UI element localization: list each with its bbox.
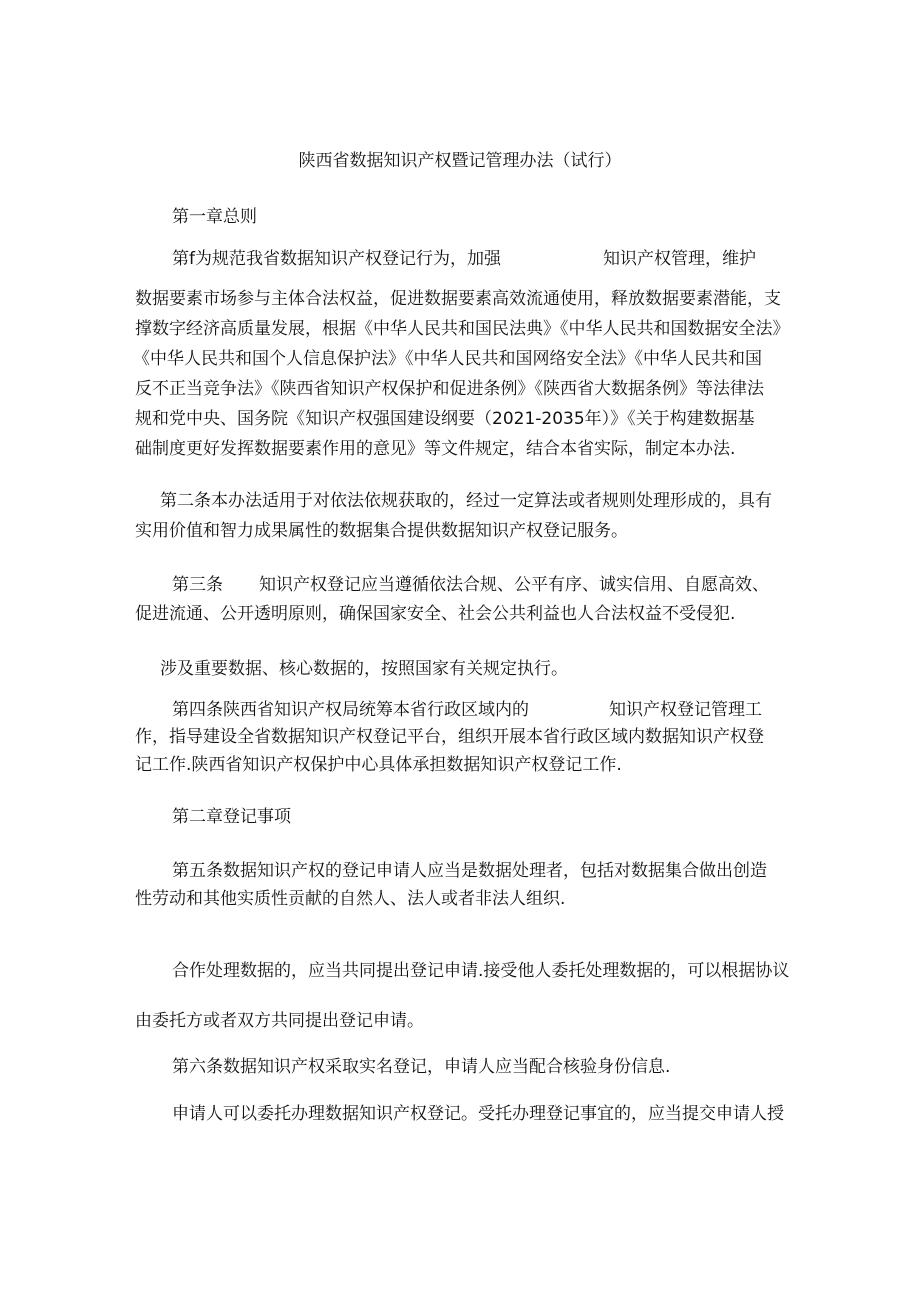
article-2-line-2: 实用价值和智力成果属性的数据集合提供数据知识产权登记服务。 [135, 521, 628, 541]
article-3-line-2: 促进流通、公开透明原则，确保国家安全、社会公共利益也人合法权益不受侵犯. [135, 604, 736, 624]
article-1-line-2: 数据要素市场参与主体合法权益，促进数据要素高效流通使用，释放数据要素潜能，支 [135, 289, 781, 309]
article-1-line-3: 撑数字经济高质量发展，根据《中华人民共和国民法典》《中华人民共和国数据安全法》 [135, 319, 790, 339]
article-5-paragraph-2-line-1: 合作处理数据的，应当共同提出登记申请.接受他人委托处理数据的，可以根据协议 [172, 961, 790, 981]
article-6-line-1: 第六条数据知识产权采取实名登记，申请人应当配合核验身份信息. [172, 1057, 671, 1077]
article-5-line-1: 第五条数据知识产权的登记申请人应当是数据处理者，包括对数据集合做出创造 [172, 861, 767, 881]
article-4-line-1 [172, 697, 762, 724]
article-1-line-7: 础制度更好发挥数据要素作用的意见》等文件规定，结合本省实际，制定本办法. [135, 439, 736, 459]
article-1-line-1-part-a: 第f为规范我省数据知识产权登记行为，加强 [172, 249, 501, 269]
article-5-line-2: 性劳动和其他实质性贡献的自然人、法人或者非法人组织. [135, 889, 566, 909]
article-3-paragraph-2: 涉及重要数据、核心数据的，按照国家有关规定执行。 [160, 659, 568, 679]
article-1-line-4: 《中华人民共和国个人信息保护法》《中华人民共和国网络安全法》《中华人民共和国 [133, 349, 762, 369]
article-5-paragraph-2-line-2: 由委托方或者双方共同提出登记申请。 [135, 1011, 424, 1031]
article-3-line-1-part-a: 第三条 [172, 575, 223, 595]
article-1-line-6: 规和党中央、国务院《知识产权强国建设纲要（2021-2035年）》《关于构建数据基 [135, 409, 755, 429]
article-4-line-1-part-b: 知识产权登记管理工 [609, 700, 762, 720]
article-1-line-1-part-b: 知识产权管理，维护 [602, 249, 756, 269]
article-4-line-1-part-a: 第四条陕西省知识产权局统筹本省行政区域内的 [172, 700, 529, 720]
article-3-line-1 [172, 572, 769, 599]
article-1-line-5: 反不正当竞争法》《陕西省知识产权保护和促进条例》《陕西省大数据条例》等法律法 [135, 379, 764, 399]
article-4-line-2: 作，指导建设全省数据知识产权登记平台，组织开展本省行政区域内数据知识产权登 [135, 727, 764, 747]
article-6-paragraph-2-line-1: 申请人可以委托办理数据知识产权登记。受托办理登记事宜的，应当提交申请人授 [172, 1104, 784, 1124]
article-3-line-1-part-b: 知识产权登记应当遵循依法合规、公平有序、诚实信用、自愿高效、 [259, 575, 769, 595]
article-4-line-3: 记工作.陕西省知识产权保护中心具体承担数据知识产权登记工作. [135, 755, 622, 775]
document-title: 陕西省数据知识产权暨记管理办法（试行） [298, 151, 622, 171]
article-1-line-1 [172, 246, 756, 273]
chapter-heading-2: 第二章登记事项 [172, 807, 291, 827]
chapter-heading-1: 第一章总则 [172, 207, 257, 227]
article-2-line-1: 第二条本办法适用于对依法依规获取的，经过一定算法或者规则处理形成的，具有 [160, 491, 772, 511]
